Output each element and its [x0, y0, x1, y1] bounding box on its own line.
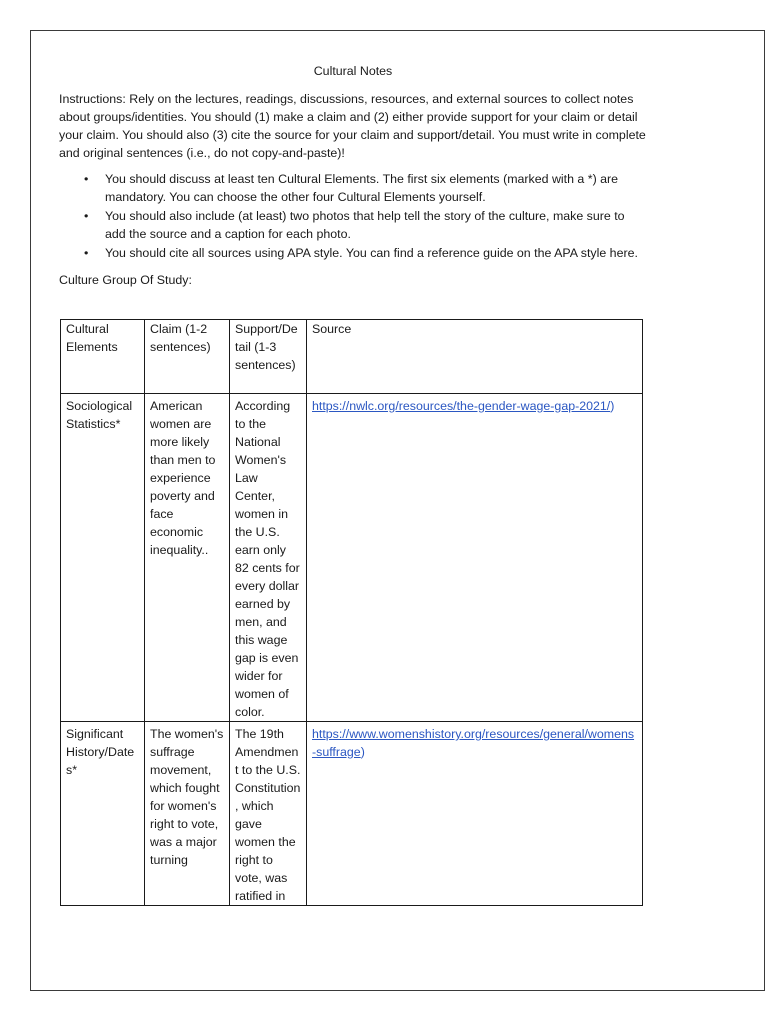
bullet-icon: •	[84, 172, 89, 186]
source-tail: )	[360, 745, 365, 759]
instructions-paragraph: Instructions: Rely on the lectures, readings, discussions, resources, and external sources to collect notes about groups/identities. You should (1) make a claim and (2) either provide support for your claim or detail your claim. You should also (3) cite the source for your claim and support/detail. You must write in complete and original sentences (i.e., do not copy-and-paste)!	[59, 92, 646, 160]
culture-group-label: Culture Group Of Study:	[59, 273, 192, 287]
document-body	[59, 62, 647, 289]
bullet-text: You should cite all sources using APA style. You can find a reference guide on the APA style here.	[105, 246, 638, 260]
header-support-detail: Support/Detail (1-3 sentences)	[230, 320, 307, 394]
cell-support: According to the National Women's Law Center, women in the U.S. earn only 82 cents for every dollar earned by men, and this wage gap is even wider for women of color.	[230, 394, 307, 722]
cell-element: Sociological Statistics*	[61, 394, 145, 722]
table-row	[61, 722, 643, 906]
cell-claim: The women's suffrage movement, which fought for women's right to vote, was a major turning	[145, 722, 230, 906]
table-header-row	[61, 320, 643, 394]
bullet-item	[59, 207, 647, 243]
cell-element: Significant History/Dates*	[61, 722, 145, 906]
bullet-item	[59, 170, 647, 206]
cell-source	[307, 394, 643, 722]
cell-source	[307, 722, 643, 906]
cultural-notes-table	[60, 319, 643, 906]
header-cultural-elements: Cultural Elements	[61, 320, 145, 394]
document-title: Cultural Notes	[313, 64, 393, 78]
table-row	[61, 394, 643, 722]
cell-support: The 19th Amendment to the U.S. Constitution, which gave women the right to vote, was ratified in	[230, 722, 307, 906]
cell-claim: American women are more likely than men to experience poverty and face economic inequality..	[145, 394, 230, 722]
source-link[interactable]: https://www.womenshistory.org/resources/general/womens-suffrage	[312, 727, 635, 759]
instruction-bullet-list	[59, 170, 647, 262]
source-tail: )	[610, 399, 615, 413]
bullet-icon: •	[84, 209, 89, 223]
bullet-item	[59, 244, 647, 262]
bullet-text: You should also include (at least) two photos that help tell the story of the culture, make sure to add the source and a caption for each photo.	[105, 209, 625, 241]
bullet-text: You should discuss at least ten Cultural Elements. The first six elements (marked with a *) are mandatory. You can choose the other four Cultural Elements yourself.	[105, 172, 619, 204]
source-link[interactable]: https://nwlc.org/resources/the-gender-wage-gap-2021/	[312, 399, 611, 413]
header-source: Source	[307, 320, 643, 394]
header-claim: Claim (1-2 sentences)	[145, 320, 230, 394]
bullet-icon: •	[84, 246, 89, 260]
